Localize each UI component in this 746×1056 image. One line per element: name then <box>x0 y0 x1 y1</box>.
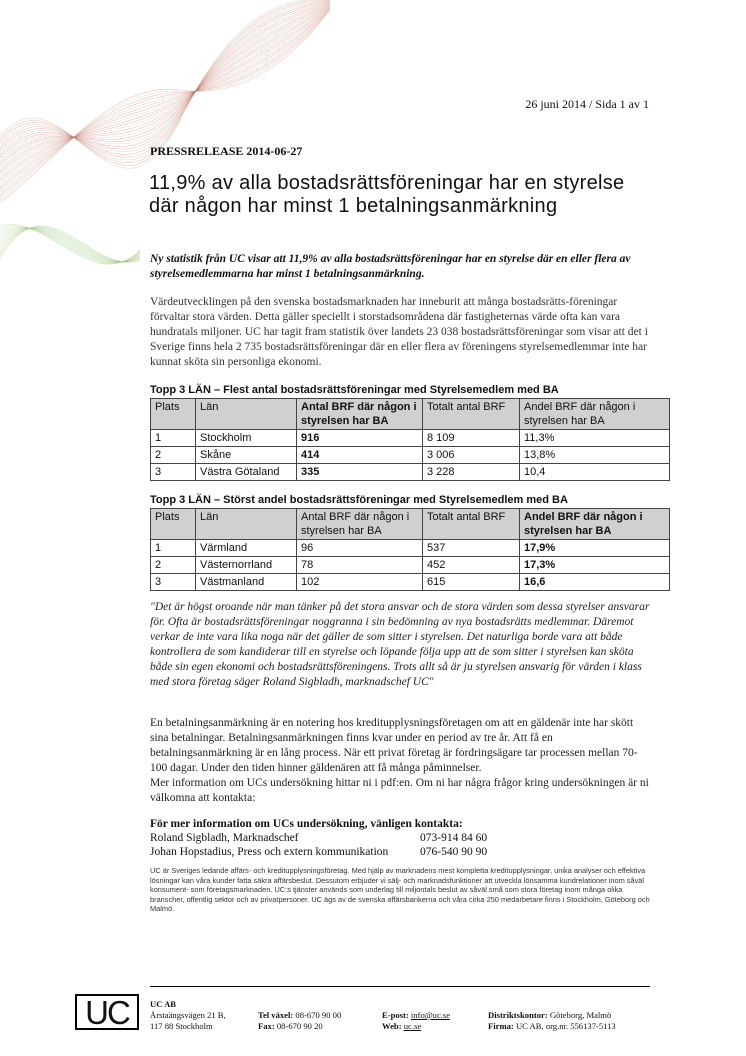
footer-address <box>150 999 226 1032</box>
table-cell: 13,8% <box>520 447 670 464</box>
header-cell: Totalt antal BRF <box>423 509 520 540</box>
contact-block <box>150 817 650 859</box>
table-cell: 452 <box>423 557 520 574</box>
uc-logo: UC <box>75 994 139 1030</box>
table-cell: 537 <box>423 540 520 557</box>
table-cell: Stockholm <box>196 430 297 447</box>
quote-paragraph: "Det är högst oroande när man tänker på det stora ansvar och de stora värden som dessa styrelser ansvarar för. Ofta är bostadsrättsföreningar noggranna i sin bedömning av nya bostadsrätts medlemmar. Däremot verkar de inte vara lika noga när det gäller de som sitter i styrelsen. Det naturliga borde vara att både kontrollera de som kandiderar till en styrelse och löpande följa upp att de som sitter i styrelsen kan sköta både sin egen ekonomi och bostadsrättsföreningens. Trots allt så är ju styrelsen ansvarig för värden i klass med stora företag säger Roland Sigbladh, marknadschef UC" <box>150 601 650 688</box>
contact-name: Johan Hopstadius, Press och extern kommunikation <box>150 846 389 858</box>
firm-label: Firma: <box>488 1021 514 1031</box>
table-cell: 3 <box>151 574 196 591</box>
web-link[interactable]: uc.se <box>403 1021 422 1031</box>
decor-line <box>0 227 140 272</box>
table-cell: Västernorrland <box>196 557 297 574</box>
header-cell: Län <box>196 399 297 430</box>
district-label: Distriktskontor: <box>488 1010 548 1020</box>
decor-line <box>0 0 330 167</box>
table-cell: 78 <box>297 557 423 574</box>
table-header-row <box>151 399 670 430</box>
table-cell: Västra Götaland <box>196 464 297 481</box>
contact-row <box>150 845 650 859</box>
table-cell: 10,4 <box>520 464 670 481</box>
table-row <box>151 430 670 447</box>
body-paragraph: En betalningsanmärkning är en notering hos kreditupplysningsföretagen om att en gäldenär inte har skött sina betalningar. Betalningsanmärkningen finns kvar under en period av tre år. Att få en betalningsanmärkning är en lång process. När ett privat företag är fordringsägare tar processen mellan 70-100 dagar. Under den tiden hinner gäldenären att få många påminnelser. <box>150 717 638 774</box>
footer-address-line: Årstaängsvägen 21 B, <box>150 1010 226 1020</box>
email-label: E-post: <box>382 1010 409 1020</box>
table-cell: 17,9% <box>520 540 670 557</box>
header-cell: Antal BRF där någon i styrelsen har BA <box>297 509 423 540</box>
contact-phone: 076-540 90 90 <box>420 846 488 858</box>
table-cell: 3 228 <box>423 464 520 481</box>
table-cell: Skåne <box>196 447 297 464</box>
table-cell: Värmland <box>196 540 297 557</box>
table-cell: 16,6 <box>520 574 670 591</box>
decor-line <box>0 226 140 276</box>
table-row <box>151 574 670 591</box>
header-cell: Plats <box>151 509 196 540</box>
fax-label: Fax: <box>258 1021 275 1031</box>
header-cell: Andel BRF där någon i styrelsen har BA <box>520 399 670 430</box>
decor-line <box>0 3 330 189</box>
footer-address-line: 117 88 Stockholm <box>150 1021 213 1031</box>
table-row <box>151 557 670 574</box>
decor-line <box>0 4 330 193</box>
web-label: Web: <box>382 1021 402 1031</box>
decor-line <box>0 0 330 162</box>
firm-value: UC AB, org.nr. 556137-5113 <box>515 1021 616 1031</box>
contact-name: Roland Sigbladh, Marknadschef <box>150 832 299 844</box>
table-row <box>151 540 670 557</box>
footer-divider <box>150 986 650 987</box>
header-cell: Antal BRF där någon i styrelsen har BA <box>297 399 423 430</box>
decor-line <box>0 4 330 191</box>
contact-phone: 073-914 84 60 <box>420 832 488 844</box>
header-cell: Andel BRF där någon i styrelsen har BA <box>520 509 670 540</box>
contact-heading: För mer information om UCs undersökning, vänligen kontakta: <box>150 818 463 830</box>
table-cell: Västmanland <box>196 574 297 591</box>
body-section <box>150 716 650 806</box>
table-cell: 17,3% <box>520 557 670 574</box>
body-paragraph: Mer information om UCs undersökning hittar ni i pdf:en. Om ni har några frågor kring undersökningen är ni välkomna att kontakta: <box>150 777 649 804</box>
table-row <box>151 464 670 481</box>
table1 <box>150 398 670 481</box>
header-cell: Totalt antal BRF <box>423 399 520 430</box>
page-title: 11,9% av alla bostadsrättsföreningar har en styrelse där någon har minst 1 betalningsanmärkning <box>149 172 625 217</box>
email-link[interactable]: info@uc.se <box>410 1010 451 1020</box>
table-cell: 615 <box>423 574 520 591</box>
footer-web <box>382 1010 450 1032</box>
decor-line <box>0 0 330 160</box>
contact-row <box>150 831 650 845</box>
district-value: Göteborg, Malmö <box>549 1010 612 1020</box>
header-cell: Län <box>196 509 297 540</box>
intro-paragraph: Värdeutvecklingen på den svenska bostadsmarknaden har inneburit att många bostadsrätts-föreningar förvaltar stora värden. Detta gäller speciellt i storstadsområdena där fastigheternas värde ofta kan vara hundratals miljoner. UC har tagit fram statistik över landets 23 038 bostadsrättsföreningar som visar att det i Sverige finns hela 2 735 bostadsrättsföreningar där en eller flera av föreningens styrelsemedlemmar inte har kunnat sköta sin personliga ekonomi. <box>150 296 648 368</box>
footer-phone <box>258 1010 341 1032</box>
header-cell: Plats <box>151 399 196 430</box>
table-cell: 1 <box>151 430 196 447</box>
table-cell: 335 <box>297 464 423 481</box>
table2-title: Topp 3 LÄN – Störst andel bostadsrättsföreningar med Styrelsemedlem med BA <box>150 494 568 506</box>
date-page-line: 26 juni 2014 / Sida 1 av 1 <box>525 97 649 111</box>
table-cell: 414 <box>297 447 423 464</box>
footer-district <box>488 1010 616 1032</box>
table2 <box>150 508 670 591</box>
footer-company: UC AB <box>150 999 177 1009</box>
table-cell: 916 <box>297 430 423 447</box>
table-cell: 2 <box>151 447 196 464</box>
table-header-row <box>151 509 670 540</box>
table-cell: 8 109 <box>423 430 520 447</box>
table1-title: Topp 3 LÄN – Flest antal bostadsrättsföreningar med Styrelsemedlem med BA <box>150 384 559 396</box>
table-row <box>151 447 670 464</box>
table-cell: 2 <box>151 557 196 574</box>
table-cell: 3 006 <box>423 447 520 464</box>
table-cell: 1 <box>151 540 196 557</box>
table-cell: 11,3% <box>520 430 670 447</box>
table-cell: 102 <box>297 574 423 591</box>
lead-paragraph: Ny statistik från UC visar att 11,9% av alla bostadsrättsföreningar har en styrelse där en eller flera av styrelsemedlemmarna har minst 1 betalningsanmärkning. <box>150 253 631 280</box>
table-cell: 3 <box>151 464 196 481</box>
decor-line <box>0 226 140 280</box>
table-cell: 96 <box>297 540 423 557</box>
company-disclaimer: UC är Sveriges ledande affärs- och kreditupplysningsföretag. Med hjälp av marknadens mest kompletta kreditupplysningar, unika analyser och effektiva lösningar kan våra kunder fatta säkra affärsbeslut. Dessutom erbjuder vi sälj- och marknadsfunktioner att utveckla lönsamma kundrelationer inom såväl konsument- som företagsmarknaden. UC:s tjänster används som underlag till miljontals beslut av såväl små som stora företag inom många olika branscher, offentlig sektor och av privatpersoner. UC ägs av de svenska affärsbankerna och våra cirka 250 medarbetare finns i Stockholm, Göteborg och Malmö. <box>150 866 650 914</box>
tel-label: Tel växel: <box>258 1010 294 1020</box>
tel-value: 08-670 90 00 <box>295 1010 342 1020</box>
press-label: PRESSRELEASE 2014-06-27 <box>150 144 303 158</box>
fax-value: 08-670 90 20 <box>276 1021 323 1031</box>
